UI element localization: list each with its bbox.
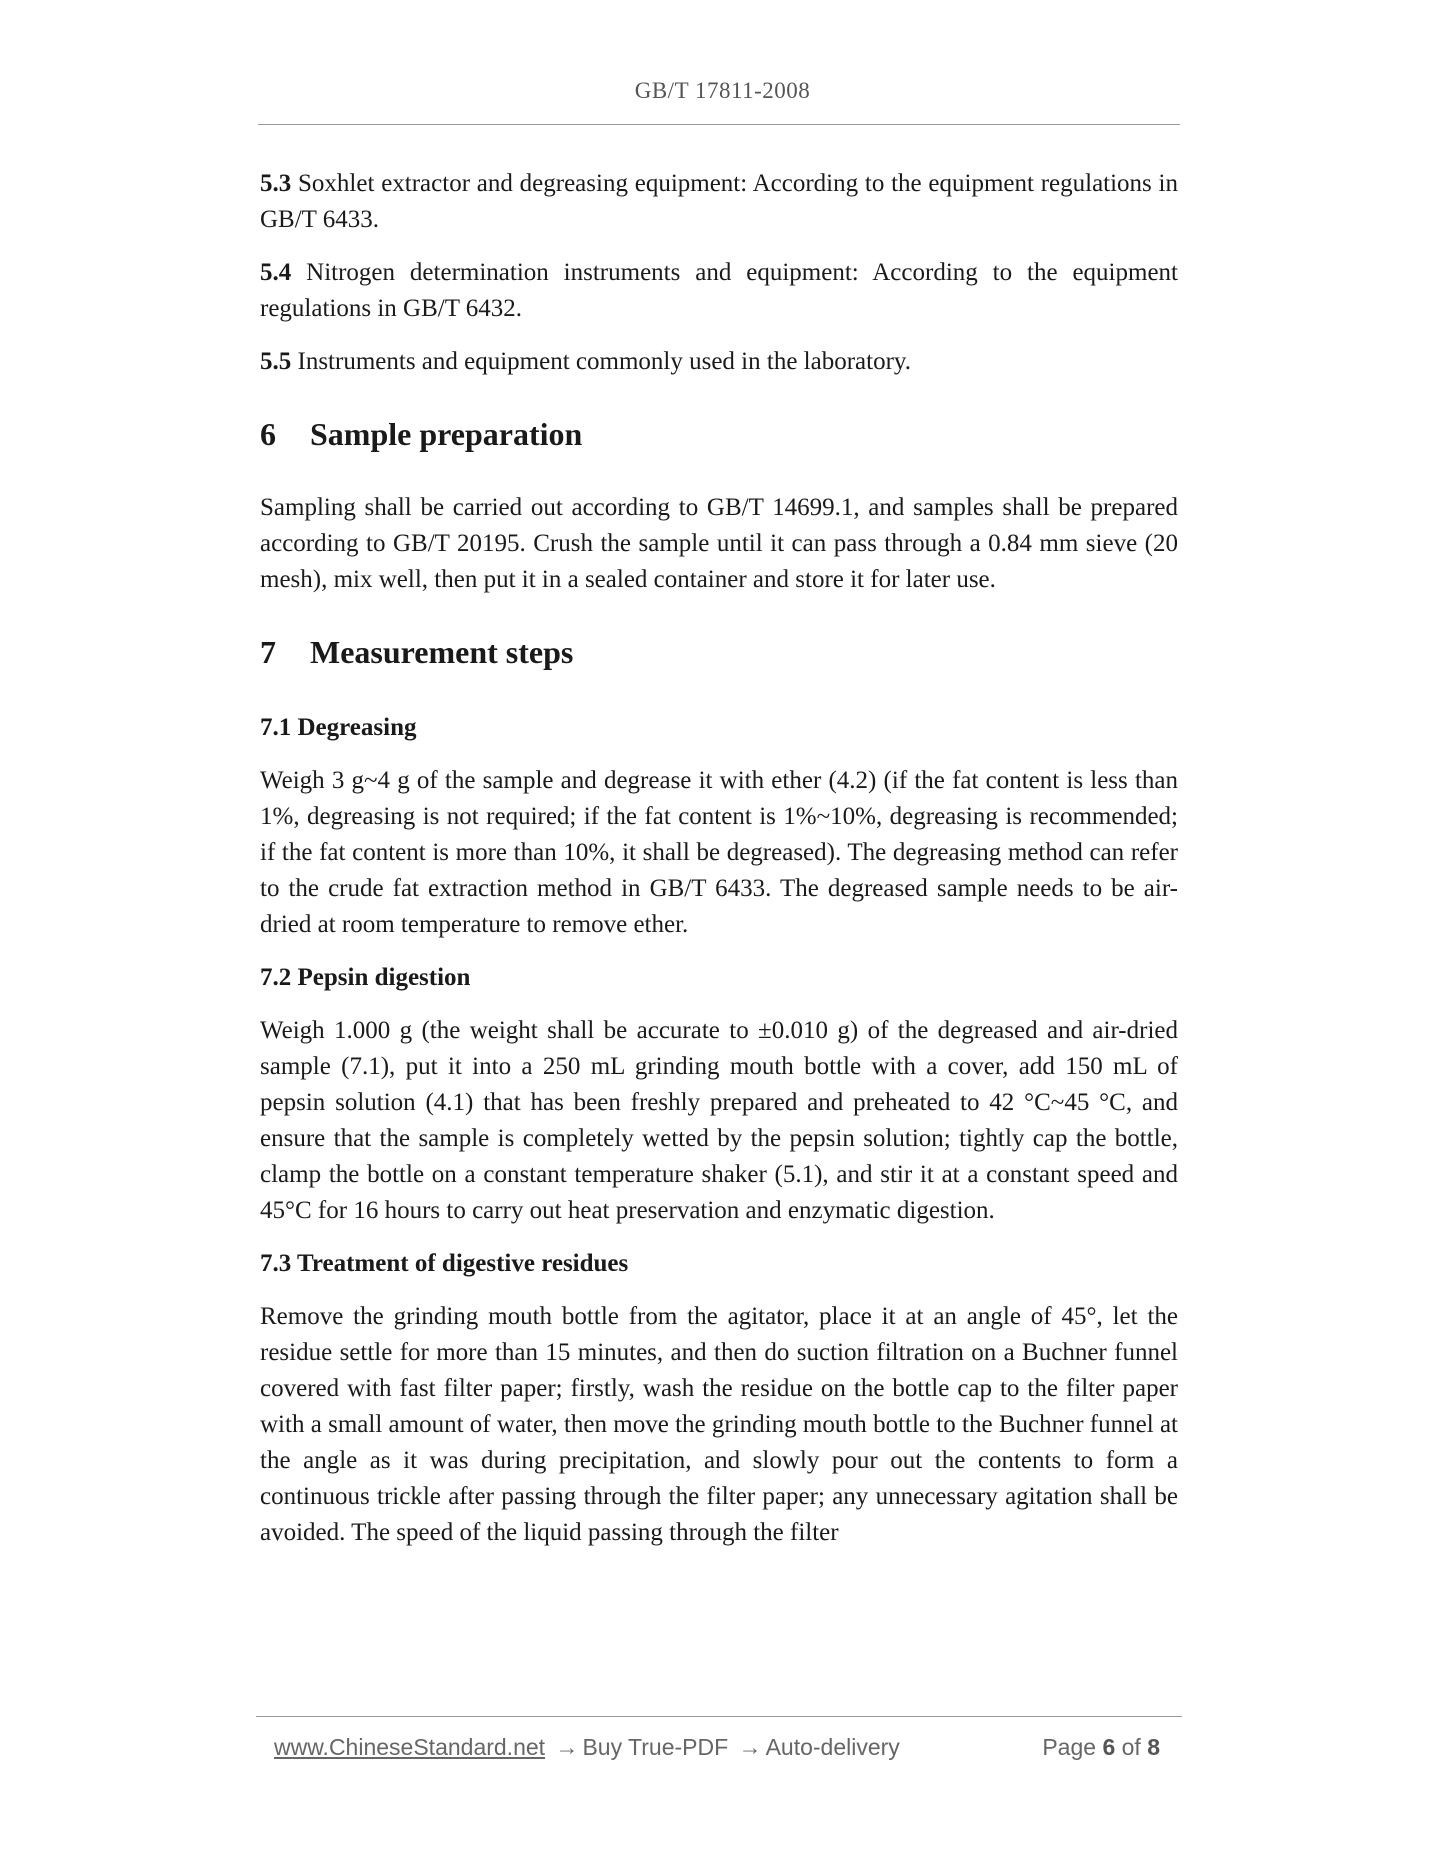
paragraph-sample-preparation: Sampling shall be carried out according to GB/T 14699.1, and samples shall be prepared according to GB/T 20195. Crush the sample until it can pass through a 0.84 mm sieve (20 mesh), mix well, then put it in a sealed container and store it for later use. [260,494,1178,593]
arrow-right-icon: → [555,1734,579,1760]
paragraph-pepsin-digestion: Weigh 1.000 g (the weight shall be accurate to ±0.010 g) of the degreased and air-dried sample (7.1), put it into a 250 mL grinding mouth bottle with a cover, add 150 mL of pepsin solution (4.1) that has been freshly prepared and preheated to 42 °C~45 °C, and ensure that the sample is completely wetted by the pepsin solution; tightly cap the bottle, clamp the bottle on a constant temperature shaker (5.1), and stir it at a constant speed and 45°C for 16 hours to carry out heat preservation and enzymatic digestion. [260,1017,1178,1224]
clause-number: 5.4 [260,259,292,286]
section-heading-6 [260,414,1178,454]
subsection-heading-7-3: 7.3 Treatment of digestive residues [260,1250,629,1277]
page-total: 8 [1147,1734,1160,1760]
section-number: 6 [260,416,276,452]
site-link[interactable]: www.ChineseStandard.net [274,1734,546,1760]
subsection-heading-7-2: 7.2 Pepsin digestion [260,964,471,991]
page-header-title: GB/T 17811-2008 [634,78,811,103]
document-body [260,166,1178,1551]
paragraph-5-4 [260,255,1178,327]
paragraph-5-3 [260,166,1178,238]
page-indicator [1042,1731,1160,1763]
section-title: Measurement steps [310,634,574,670]
section-number: 7 [260,634,276,670]
subsection-heading-7-1: 7.1 Degreasing [260,714,417,741]
buy-true-pdf-link[interactable]: Buy True-PDF [582,1734,729,1760]
footer-divider [256,1716,1182,1717]
clause-number: 5.5 [260,348,292,375]
clause-text: Instruments and equipment commonly used in the laboratory. [297,348,912,375]
paragraph-digestive-residues: Remove the grinding mouth bottle from the agitator, place it at an angle of 45°, let the residue settle for more than 15 minutes, and then do suction filtration on a Buchner funnel covered with fast filter paper; firstly, wash the residue on the bottle cap to the filter paper with a small amount of water, then move the grinding mouth bottle to the Buchner funnel at the angle as it was during precipitation, and slowly pour out the contents to form a continuous trickle after passing through the filter paper; any unnecessary agitation shall be avoided. The speed of the liquid passing through the filter [260,1303,1178,1546]
section-title: Sample preparation [310,416,583,452]
paragraph-degreasing: Weigh 3 g~4 g of the sample and degrease it with ether (4.2) (if the fat content is less than 1%, degreasing is not required; if the fat content is 1%~10%, degreasing is recommended; if the fat content is more than 10%, it shall be degreased). The degreasing method can refer to the crude fat extraction method in GB/T 6433. The degreased sample needs to be air-dried at room temperature to remove ether. [260,767,1178,938]
page-label: Page [1042,1734,1097,1760]
section-heading-7 [260,632,1178,672]
page-of-label: of [1121,1734,1141,1760]
page-current: 6 [1102,1734,1116,1760]
auto-delivery-text: Auto-delivery [765,1734,900,1760]
arrow-right-icon: → [738,1734,762,1760]
clause-text: Nitrogen determination instruments and equipment: According to the equipment regulations in GB/T 6432. [260,259,1178,322]
clause-number: 5.3 [260,170,292,197]
page-footer [274,1731,1170,1763]
paragraph-5-5 [260,344,1178,380]
header-divider [258,124,1180,125]
clause-text: Soxhlet extractor and degreasing equipment: According to the equipment regulations in GB/T 6433. [260,170,1178,233]
